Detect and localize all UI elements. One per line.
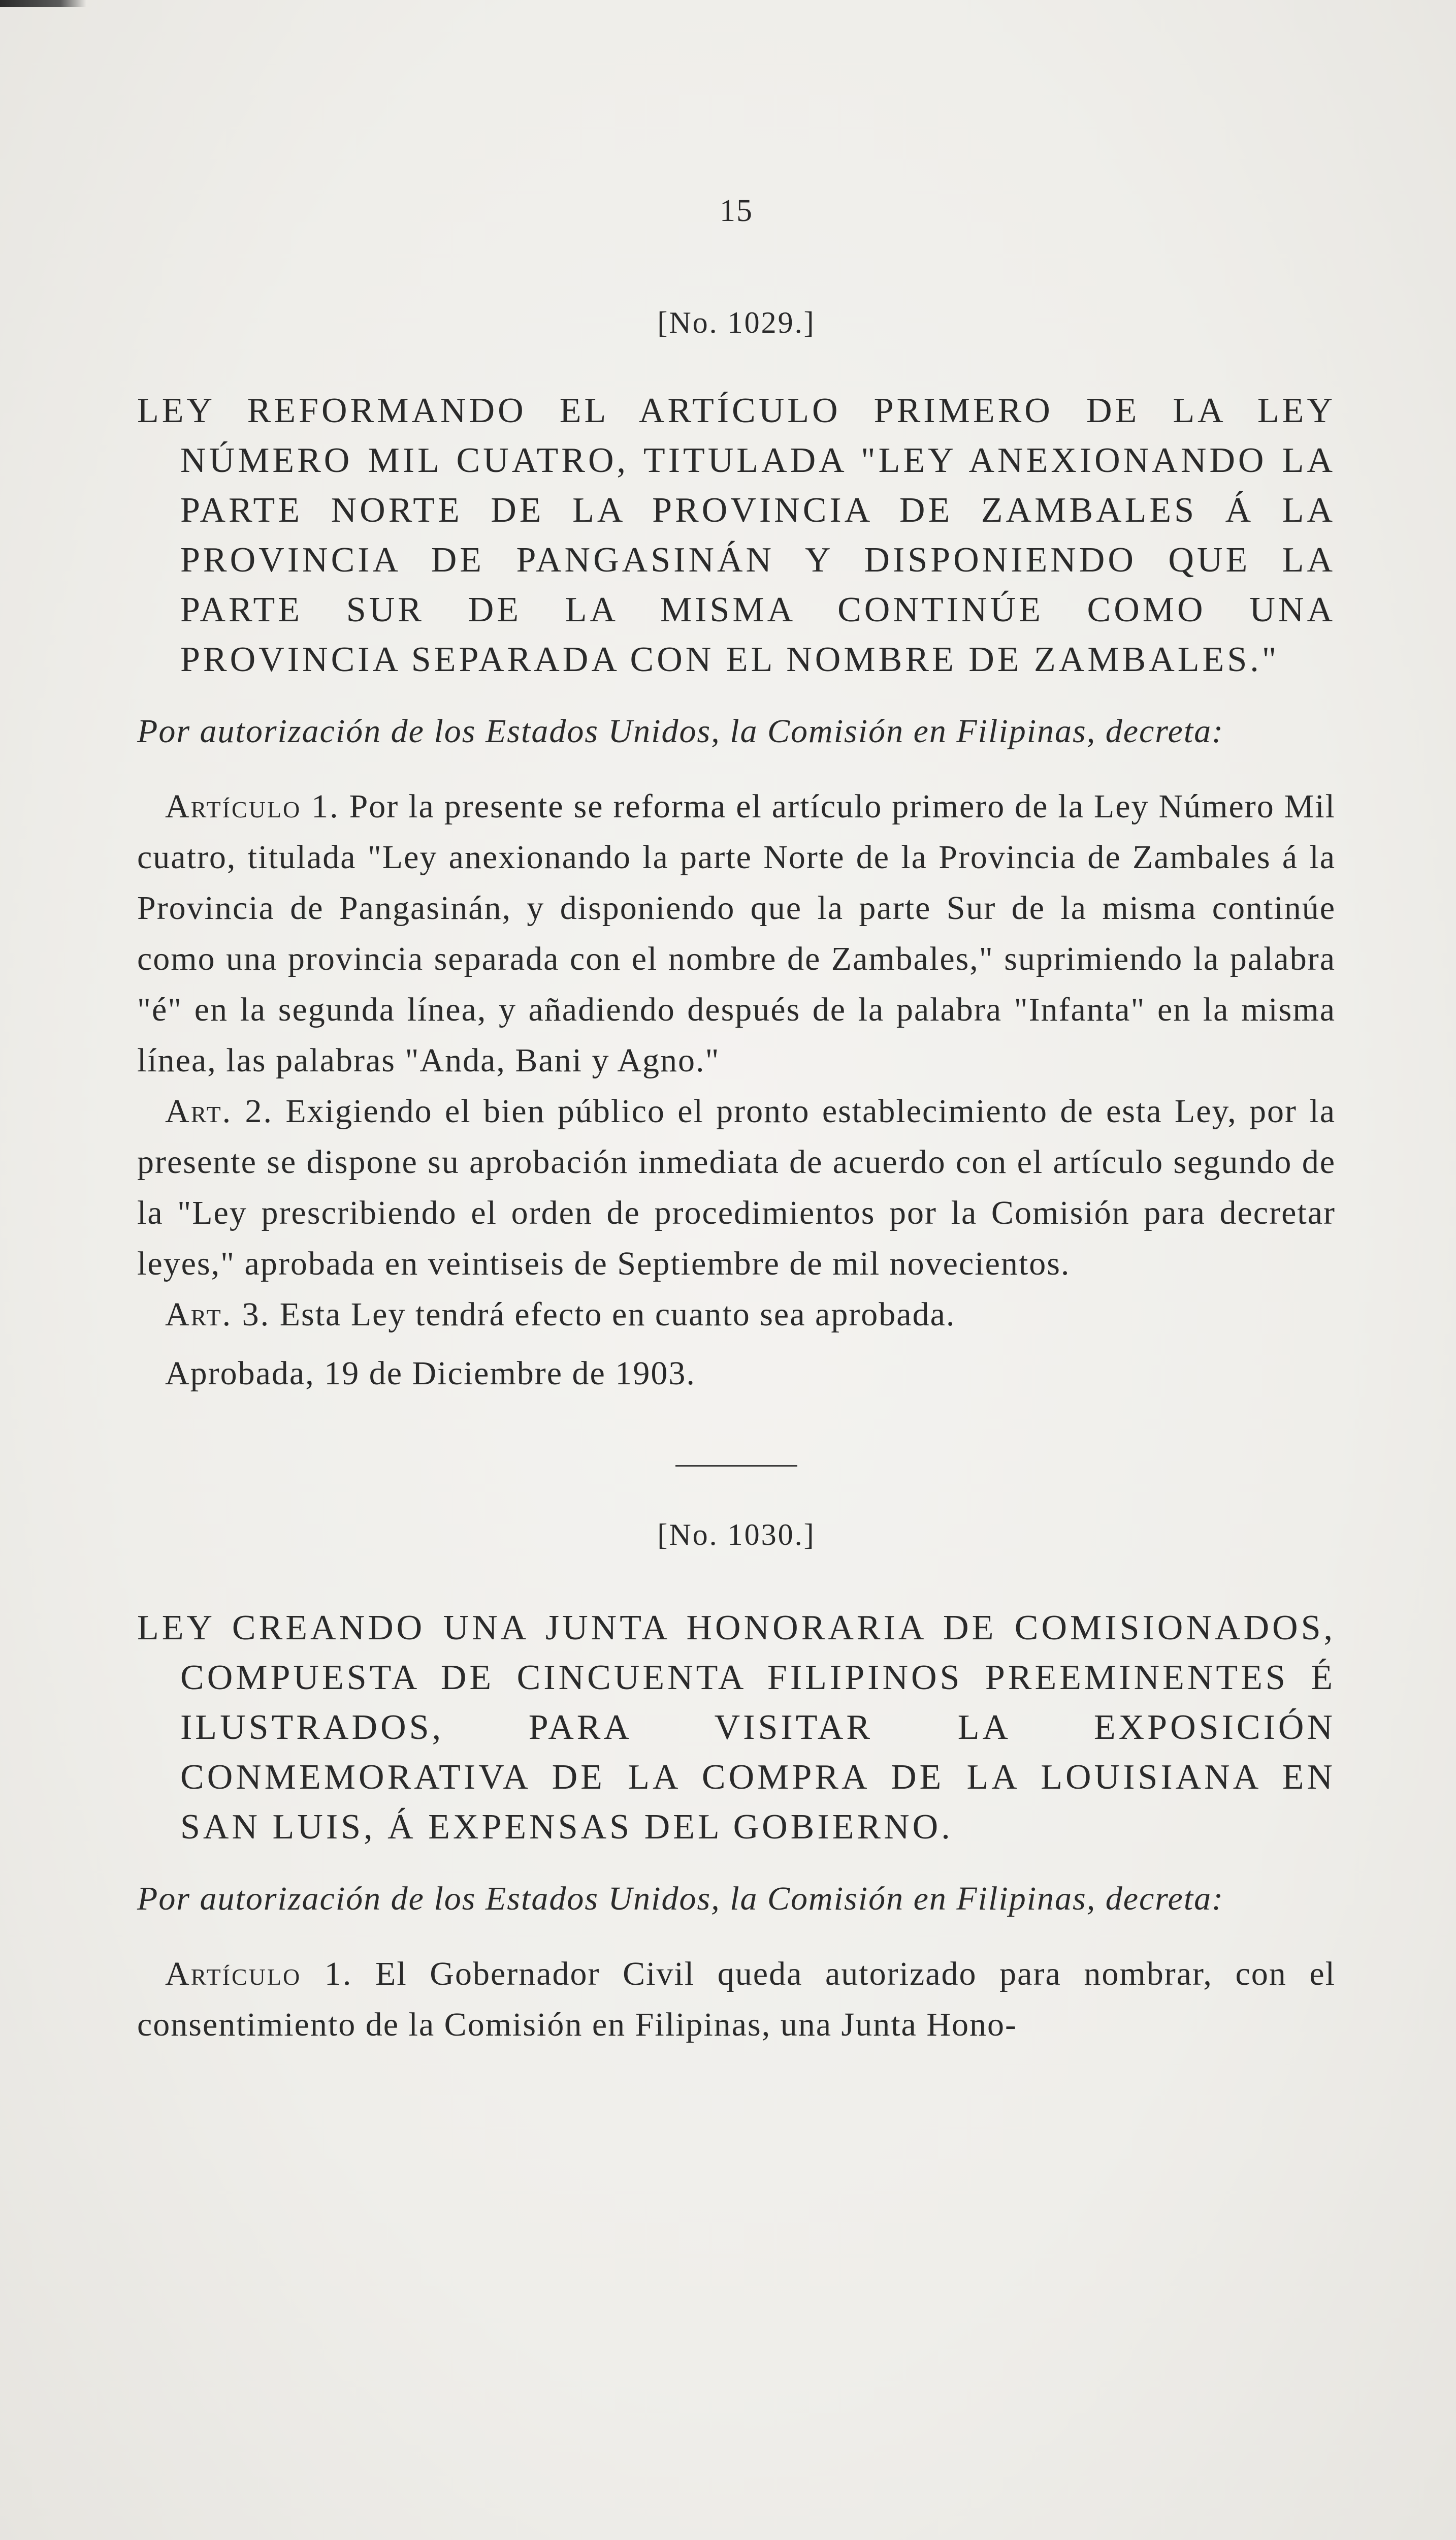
- section-divider: [675, 1465, 797, 1467]
- approval-date: Aprobada, 19 de Diciembre de 1903.: [165, 1355, 696, 1392]
- article-paragraph: [137, 1949, 1336, 2050]
- article-paragraph: [137, 1086, 1336, 1289]
- enacting-clause: Por autorización de los Estados Unidos, la Comisión en Filipinas, decreta:: [137, 713, 1224, 750]
- page-content: [137, 193, 1336, 2050]
- law-title: LEY CREANDO UNA JUNTA HONORARIA DE COMISIONADOS, COMPUESTA DE CINCUENTA FILIPINOS PREEMINENTES É ILUSTRADOS, PARA VISITAR LA EXPOSICIÓN CONMEMORATIVA DE LA COMPRA DE LA LOUISIANA EN SAN LUIS, Á EXPENSAS DEL GOBIERNO.: [137, 1608, 1336, 1847]
- article-text: El Gobernador Civil queda autorizado para nombrar, con el consentimiento de la Comisión en Filipinas, una Junta Hono-: [137, 1955, 1336, 2043]
- article-paragraph: [137, 781, 1336, 1086]
- page-number: 15: [720, 194, 753, 228]
- law-number: [No. 1030.]: [657, 1518, 816, 1551]
- article-label: Artículo 1.: [165, 1955, 353, 1992]
- law-section-1030: [137, 1517, 1336, 2050]
- article-text: Esta Ley tendrá efecto en cuanto sea aprobada.: [279, 1296, 956, 1333]
- law-title: LEY REFORMANDO EL ARTÍCULO PRIMERO DE LA LEY NÚMERO MIL CUATRO, TITULADA "LEY ANEXIONANDO LA PARTE NORTE DE LA PROVINCIA DE ZAMBALES Á LA PROVINCIA DE PANGASINÁN Y DISPONIENDO QUE LA PARTE SUR DE LA MISMA CONTINÚE COMO UNA PROVINCIA SEPARADA CON EL NOMBRE DE ZAMBALES.": [137, 391, 1336, 679]
- scan-corner-mark: [0, 0, 86, 7]
- law-number: [No. 1029.]: [657, 306, 816, 339]
- article-text: Exigiendo el bien público el pronto establecimiento de esta Ley, por la presente se dispone su aprobación inmediata de acuerdo con el artículo segundo de la "Ley prescribiendo el orden de procedimientos por la Comisión para decretar leyes," aprobada en veintiseis de Septiembre de mil novecientos.: [137, 1093, 1336, 1282]
- article-label: Art. 3.: [165, 1296, 271, 1333]
- law-section-1029: [137, 305, 1336, 1399]
- article-paragraph: [137, 1289, 1336, 1340]
- article-text: Por la presente se reforma el artículo primero de la Ley Número Mil cuatro, titulada "Ley anexionando la parte Norte de la Provincia de Zambales á la Provincia de Pangasinán, y disponiendo que la parte Sur de la misma continúe como una provincia separada con el nombre de Zambales," suprimiendo la palabra "é" en la segunda línea, y añadiendo después de la palabra "Infanta" en la misma línea, las palabras "Anda, Bani y Agno.": [137, 788, 1336, 1079]
- article-label: Artículo 1.: [165, 788, 340, 825]
- enacting-clause: Por autorización de los Estados Unidos, la Comisión en Filipinas, decreta:: [137, 1880, 1224, 1917]
- article-label: Art. 2.: [165, 1093, 274, 1130]
